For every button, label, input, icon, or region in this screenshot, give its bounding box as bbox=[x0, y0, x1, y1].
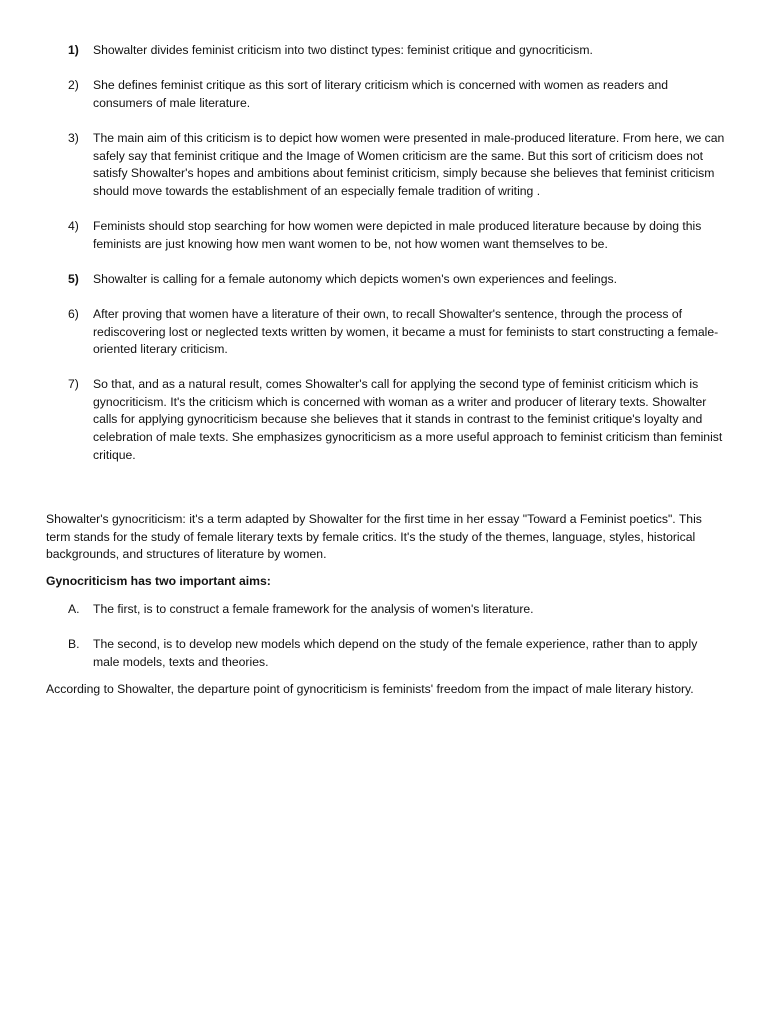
list-item-text: The first, is to construct a female framework for the analysis of women's literature. bbox=[93, 602, 534, 616]
list-marker: A. bbox=[68, 602, 80, 616]
list-marker: 7) bbox=[68, 377, 79, 392]
list-item-text: The main aim of this criticism is to depict how women were presented in male-produced literature. From here, we can safely say that feminist critique and the Image of Women criticism are the same. But this sort of criticism does not satisfy Showalter's hopes and ambitions about feminist criticism, simply because she believes that feminist criticism should move towards the establishment of an especially female tradition of writing . bbox=[93, 130, 725, 198]
numbered-list bbox=[46, 42, 726, 464]
list-item-text: So that, and as a natural result, comes Showalter's call for applying the second type of feminist criticism which is gynocriticism. It's the criticism which is concerned with woman as a writer and producer of literary texts. Showalter calls for applying gynocriticism because she believes that it stands in contrast to the feminist critique's loyalty and celebration of male texts. She emphasizes gynocriticism as a more useful approach to feminist criticism than feminist critique. bbox=[93, 377, 723, 462]
list-item bbox=[46, 636, 726, 671]
list-marker: 3) bbox=[68, 130, 79, 145]
list-marker: 2) bbox=[68, 78, 79, 93]
list-item-text: She defines feminist critique as this sort of literary criticism which is concerned with women as readers and consumers of male literature. bbox=[93, 78, 669, 110]
list-item bbox=[46, 271, 726, 289]
list-item bbox=[46, 77, 726, 112]
conclusion-paragraph: According to Showalter, the departure point of gynocriticism is feminists' freedom from the impact of male literary history. bbox=[46, 682, 694, 696]
list-item-text: After proving that women have a literature of their own, to recall Showalter's sentence, through the process of rediscovering lost or neglected texts written by women, it became a must for feminists to start constructing a female-oriented literary criticism. bbox=[93, 306, 719, 357]
list-item bbox=[46, 306, 726, 359]
list-item bbox=[46, 601, 726, 619]
list-item-text: The second, is to develop new models which depend on the study of the female experience, rather than to apply male models, texts and theories. bbox=[93, 637, 698, 669]
list-item bbox=[46, 376, 726, 464]
list-marker: 6) bbox=[68, 306, 79, 321]
list-item-text: Feminists should stop searching for how women were depicted in male produced literature because by doing this feminists are just knowing how men want women to be, not how women want themselves to be. bbox=[93, 218, 702, 251]
list-marker: B. bbox=[68, 637, 80, 652]
lettered-list bbox=[46, 601, 726, 671]
definition-paragraph: Showalter's gynocriticism: it's a term adapted by Showalter for the first time in her essay "Toward a Feminist poetics". This term stands for the study of female literary texts by female critics. It's the study of the themes, language, styles, historical backgrounds, and structures of literature by women. bbox=[46, 512, 702, 562]
list-marker: 4) bbox=[68, 218, 79, 233]
list-item bbox=[46, 42, 726, 60]
list-marker: 5) bbox=[68, 271, 79, 286]
list-item bbox=[46, 130, 726, 200]
list-marker: 1) bbox=[68, 43, 79, 57]
list-item bbox=[46, 218, 726, 253]
list-item-text: Showalter is calling for a female autonomy which depicts women's own experiences and feelings. bbox=[93, 271, 617, 286]
list-item-text: Showalter divides feminist criticism into two distinct types: feminist critique and gynocriticism. bbox=[93, 43, 593, 57]
aims-heading: Gynocriticism has two important aims: bbox=[46, 574, 271, 588]
